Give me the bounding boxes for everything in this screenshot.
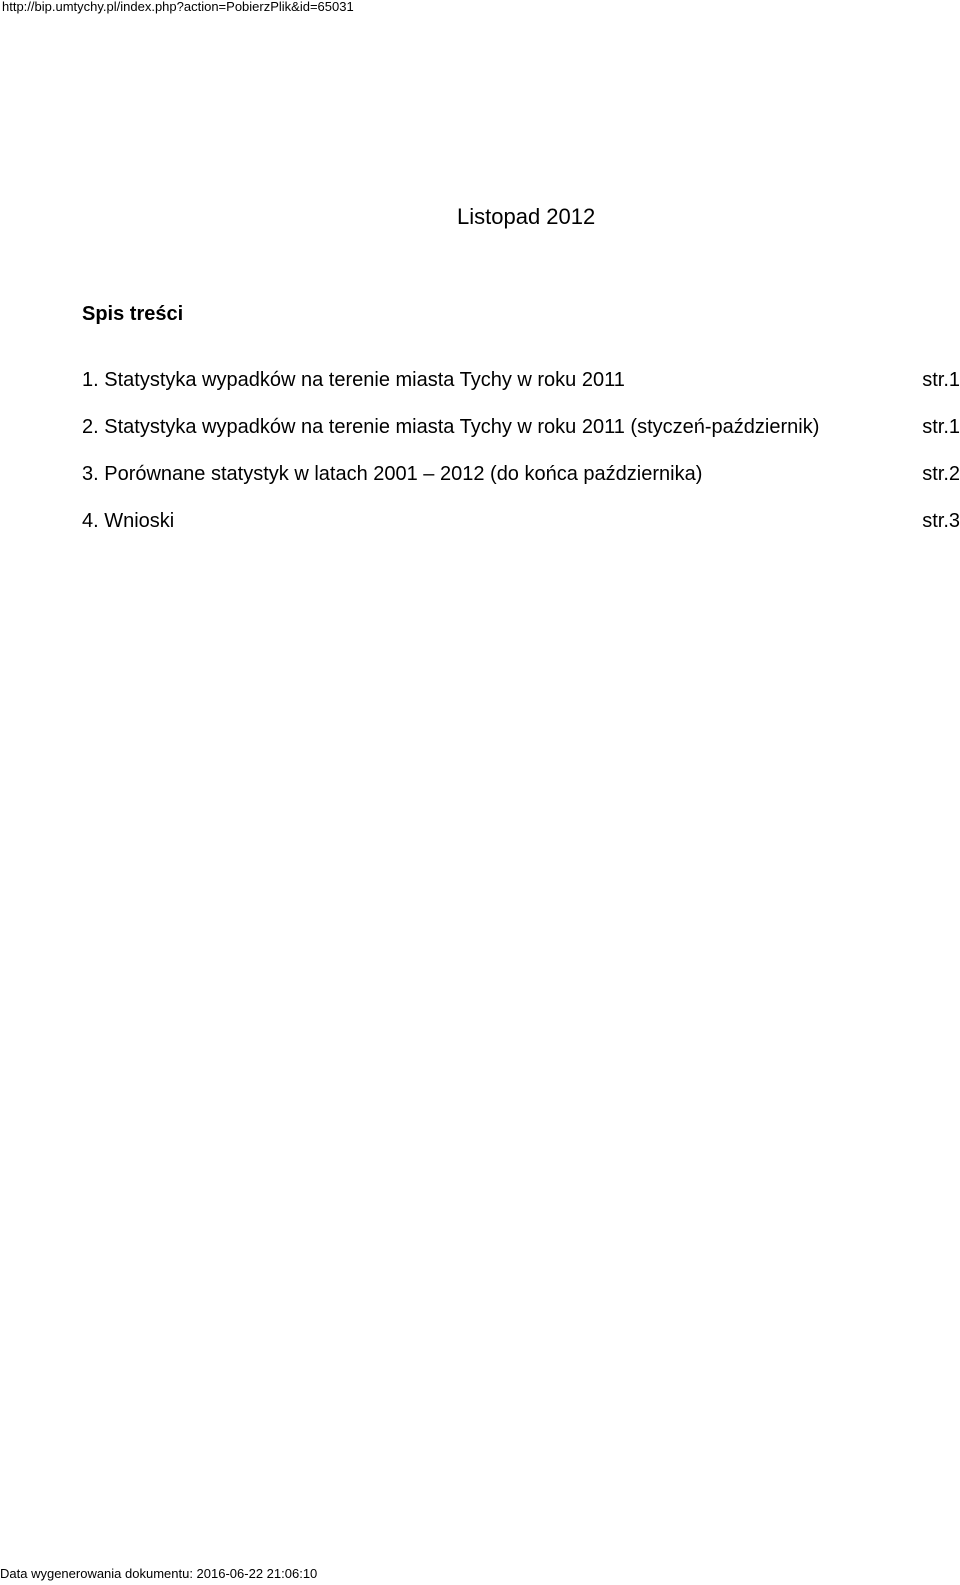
toc-entry-title: 3. Porównane statystyk w latach 2001 – 2012 (do końca października) (82, 463, 703, 485)
document-date-title: Listopad 2012 (457, 204, 596, 229)
toc-entry-title: 4. Wnioski (82, 510, 175, 532)
toc-entry-page: str.3 (922, 510, 960, 532)
toc-entry-page: str.1 (922, 369, 960, 391)
toc-entry-title: 2. Statystyka wypadków na terenie miasta Tychy w roku 2011 (styczeń-październik) (82, 416, 820, 438)
toc-entry (82, 508, 960, 534)
toc-entry (82, 414, 960, 440)
toc-entry-page: str.1 (922, 416, 960, 438)
toc-heading: Spis treści (82, 303, 184, 325)
toc-entry-page: str.2 (922, 463, 960, 485)
generation-date-footer: Data wygenerowania dokumentu: 2016-06-22 21:06:10 (0, 1566, 318, 1581)
toc-entry-title: 1. Statystyka wypadków na terenie miasta Tychy w roku 2011 (82, 369, 625, 391)
toc-entry (82, 367, 960, 393)
source-url: http://bip.umtychy.pl/index.php?action=PobierzPlik&id=65031 (2, 0, 354, 14)
toc-entry (82, 461, 960, 487)
